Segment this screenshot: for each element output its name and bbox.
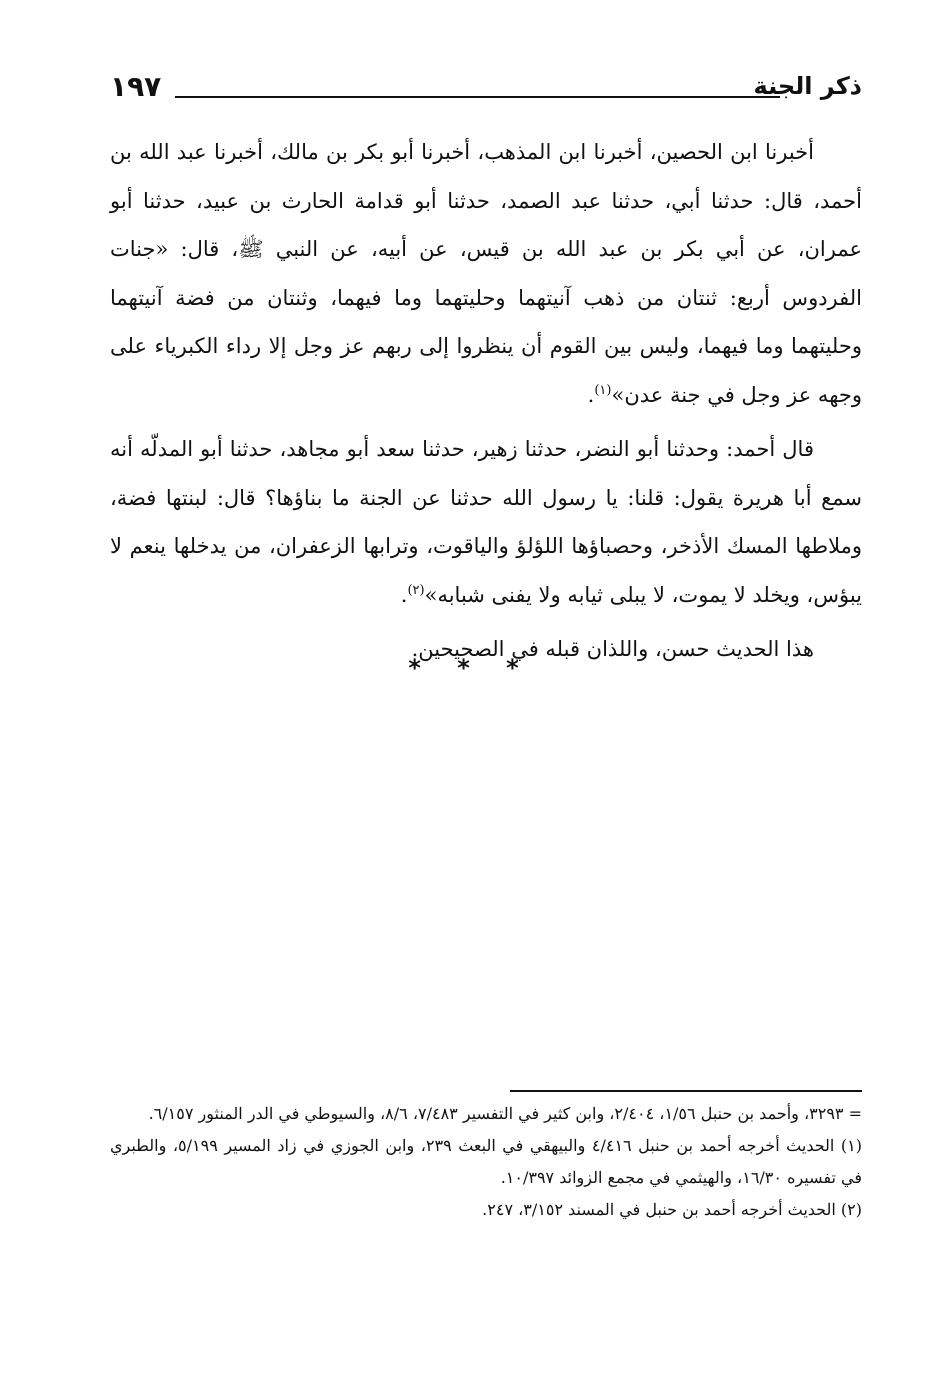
page-number: ١٩٧ — [110, 70, 162, 103]
paragraph-2: قال أحمد: وحدثنا أبو النضر، حدثنا زهير، حدثنا سعد أبو مجاهد، حدثنا أبو المدلّه أنه سمع أبا هريرة يقول: قلنا: يا رسول الله حدثنا عن الجنة ما بناؤها؟ قال: لبنتها فضة، وملاطها المسك الأذخر، وحصباؤها اللؤلؤ والياقوت، وترابها الزعفران، من يدخلها ينعم لا يبؤس، ويخلد لا يموت، لا يبلى ثيابه ولا يفنى شبابه»$^{(٢)}$. — [110, 437, 862, 607]
page-header — [110, 70, 862, 110]
footnote-continuation: = ٣٢٩٣، وأحمد بن حنبل ١/٥٦، ٢/٤٠٤، وابن كثير في التفسير ٧/٤٨٣، ٨/٦، والسيوطي في الدر المنثور ٦/١٥٧. — [148, 1104, 862, 1123]
footnote-2: (٢) الحديث أخرجه أحمد بن حنبل في المسند ٣/١٥٢، ٢٤٧. — [482, 1200, 862, 1219]
paragraph-3: هذا الحديث حسن، واللذان قبله في الصحيحين. — [411, 637, 814, 661]
footnote-rule — [510, 1090, 862, 1092]
footnote-ref-2: (٢) — [407, 582, 425, 598]
paragraph-2-text: قال أحمد: وحدثنا أبو النضر، حدثنا زهير، حدثنا سعد أبو مجاهد، حدثنا أبو المدلّه أنه سمع أبا هريرة يقول: قلنا: يا رسول الله حدثنا عن الجنة ما بناؤها؟ قال: لبنتها فضة، وملاطها المسك الأذخر، وحصباؤها اللؤلؤ والياقوت، وترابها الزعفران، من يدخلها ينعم لا يبؤس، ويخلد لا يموت، لا يبلى ثيابه ولا يفنى شبابه» — [110, 437, 862, 607]
running-title: ذكر الجنة — [753, 72, 862, 100]
section-separator: * * * — [408, 654, 533, 682]
paragraph-1: أخبرنا ابن الحصين، أخبرنا ابن المذهب، أخبرنا أبو بكر بن مالك، أخبرنا عبد الله بن أحمد، قال: حدثنا أبي، حدثنا عبد الصمد، حدثنا أبو قدامة الحارث بن عبيد، حدثنا أبو عمران، عن أبي بكر بن عبد الله بن قيس، عن أبيه، عن النبي ﷺ، قال: «جنات الفردوس أربع: ثنتان من ذهب آنيتهما وحليتهما وما فيهما، وثنتان من فضة آنيتهما وحليتهما وما فيهما، وليس بين القوم أن ينظروا إلى ربهم عز وجل إلا رداء الكبرياء على وجهه عز وجل في جنة عدن»$^{(١)}$. — [110, 140, 862, 407]
footnote-1: (١) الحديث أخرجه أحمد بن حنبل ٤/٤١٦ والبيهقي في البعث ٢٣٩، وابن الجوزي في زاد المسير ٥/١٩٩، والطبري في تفسيره ١٦/٣٠، والهيثمي في مجمع الزوائد ١٠/٣٩٧. — [110, 1136, 862, 1187]
paragraph-1-text: أخبرنا ابن الحصين، أخبرنا ابن المذهب، أخبرنا أبو بكر بن مالك، أخبرنا عبد الله بن أحمد، قال: حدثنا أبي، حدثنا عبد الصمد، حدثنا أبو قدامة الحارث بن عبيد، حدثنا أبو عمران، عن أبي بكر بن عبد الله بن قيس، عن أبيه، عن النبي ﷺ، قال: «جنات الفردوس أربع: ثنتان من ذهب آنيتهما وحليتهما وما فيهما، وثنتان من فضة آنيتهما وحليتهما وما فيهما، وليس بين القوم أن ينظروا إلى ربهم عز وجل إلا رداء الكبرياء على وجهه عز وجل في جنة عدن» — [110, 140, 862, 407]
footnote-ref-1: (١) — [594, 382, 612, 398]
header-rule — [175, 96, 780, 98]
main-text — [110, 128, 862, 680]
footnotes — [110, 1098, 862, 1226]
